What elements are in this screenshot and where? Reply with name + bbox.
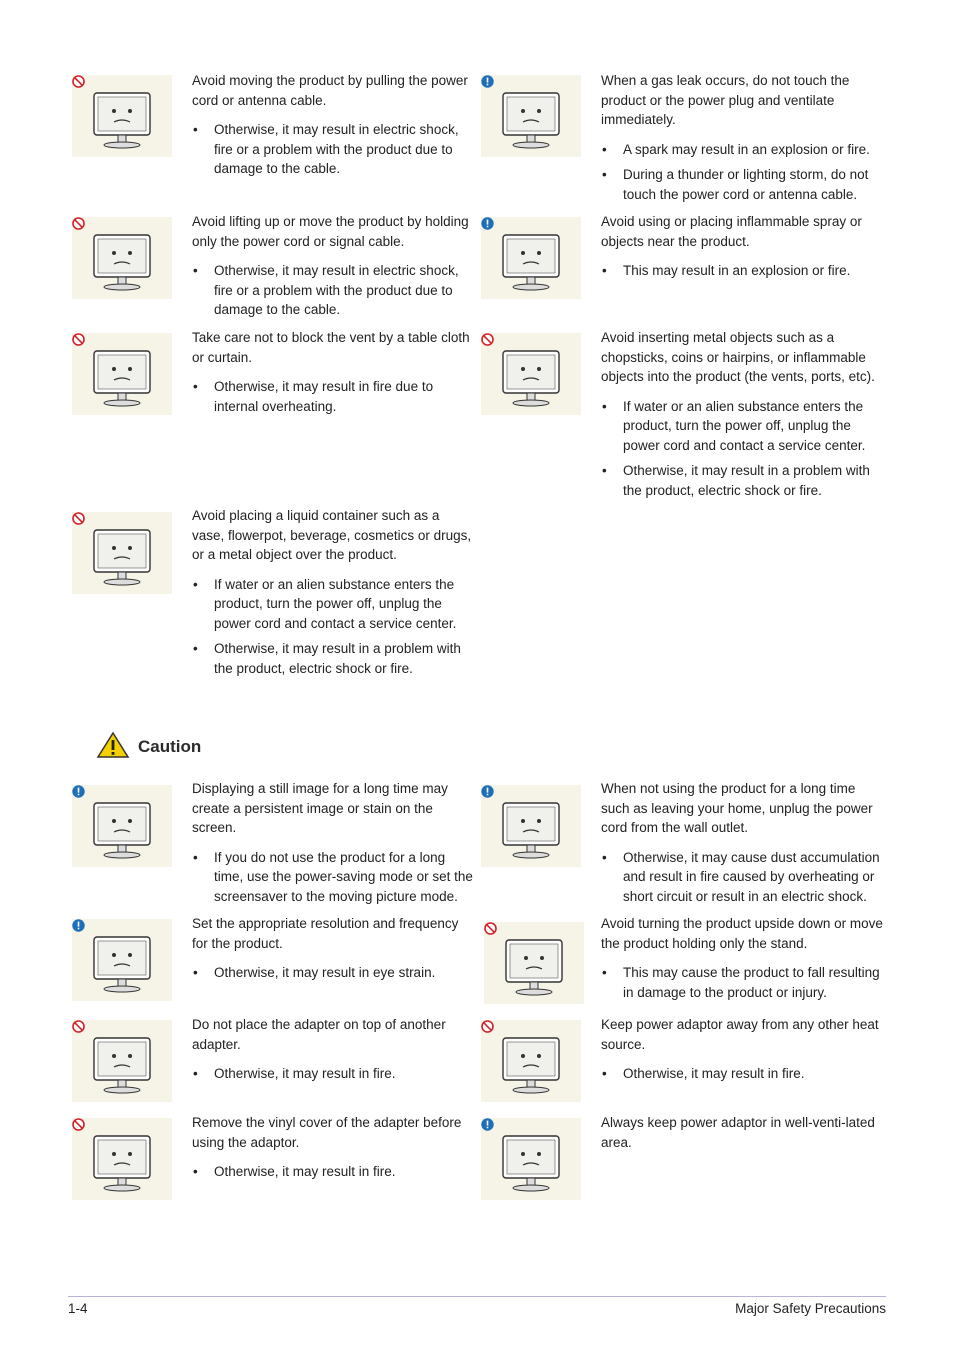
precaution-text xyxy=(601,71,886,210)
consequence-item: • Otherwise, it may result in a problem with the product, electric shock or fire. xyxy=(601,461,886,500)
precaution-text xyxy=(192,212,474,326)
consequence-list xyxy=(601,261,886,281)
consequence-item: • If water or an alien substance enters the product, turn the power off, unplug the power cord and contact a service center. xyxy=(601,397,886,456)
info-icon xyxy=(481,75,494,88)
consequence-list xyxy=(192,963,474,983)
precaution-statement: Avoid moving the product by pulling the power cord or antenna cable. xyxy=(192,73,468,108)
precaution-text xyxy=(192,1113,474,1188)
illustration xyxy=(481,1118,581,1200)
precaution-statement: When not using the product for a long time such as leaving your home, unplug the power cord from the wall outlet. xyxy=(601,781,873,835)
precaution-statement: Always keep power adaptor in well-venti-lated area. xyxy=(601,1115,875,1150)
consequence-list xyxy=(192,261,474,320)
illustration xyxy=(481,785,581,867)
consequence-item: • Otherwise, it may result in fire due to internal overheating. xyxy=(192,377,474,416)
precaution-statement: Avoid placing a liquid container such as a vase, flowerpot, beverage, cosmetics or drugs, or a metal object over the product. xyxy=(192,508,472,562)
consequence-item: • This may result in an explosion or fire. xyxy=(601,261,886,281)
monitor-illustration-icon xyxy=(484,922,584,1004)
monitor-illustration-icon xyxy=(72,512,172,594)
consequence-item: • Otherwise, it may result in eye strain. xyxy=(192,963,474,983)
precaution-text xyxy=(192,506,474,684)
illustration xyxy=(72,75,172,157)
consequence-item: • Otherwise, it may cause dust accumulation and result in fire caused by overheating or short circuit or result in an electric shock. xyxy=(601,848,886,907)
monitor-illustration-icon xyxy=(72,785,172,867)
precaution-statement: Avoid lifting up or move the product by holding only the power cord or signal cable. xyxy=(192,214,469,249)
precaution-text xyxy=(601,914,886,1008)
consequence-list xyxy=(192,575,474,679)
consequence-item: • This may cause the product to fall resulting in damage to the product or injury. xyxy=(601,963,886,1002)
consequence-item: • If water or an alien substance enters the product, turn the power off, unplug the power cord and contact a service center. xyxy=(192,575,474,634)
precaution-statement: Avoid inserting metal objects such as a chopsticks, coins or hairpins, or inflammable objects into the product (the vents, ports, etc). xyxy=(601,330,875,384)
consequence-item: • Otherwise, it may result in a problem with the product, electric shock or fire. xyxy=(192,639,474,678)
consequence-list xyxy=(192,1162,474,1182)
precaution-statement: Set the appropriate resolution and frequency for the product. xyxy=(192,916,459,951)
illustration xyxy=(481,1020,581,1102)
precaution-statement: Remove the vinyl cover of the adapter before using the adaptor. xyxy=(192,1115,462,1150)
consequence-item: • Otherwise, it may result in electric shock, fire or a problem with the product due to damage to the cable. xyxy=(192,120,474,179)
monitor-illustration-icon xyxy=(481,785,581,867)
precaution-text xyxy=(192,328,474,422)
precaution-text xyxy=(192,914,474,989)
illustration xyxy=(72,785,172,867)
precaution-text xyxy=(192,71,474,185)
illustration xyxy=(72,1020,172,1102)
monitor-illustration-icon xyxy=(72,75,172,157)
consequence-list xyxy=(601,848,886,907)
illustration xyxy=(484,922,584,1004)
section-title: Major Safety Precautions xyxy=(735,1301,886,1316)
consequence-item: • Otherwise, it may result in fire. xyxy=(601,1064,886,1084)
consequence-list xyxy=(601,397,886,501)
monitor-illustration-icon xyxy=(72,217,172,299)
precaution-statement: Avoid using or placing inflammable spray or objects near the product. xyxy=(601,214,862,249)
consequence-list xyxy=(192,1064,474,1084)
precaution-statement: Avoid turning the product upside down or move the product holding only the stand. xyxy=(601,916,883,951)
prohibited-icon xyxy=(72,512,85,525)
precaution-text xyxy=(601,779,886,912)
consequence-item: • Otherwise, it may result in fire. xyxy=(192,1064,474,1084)
illustration xyxy=(481,75,581,157)
monitor-illustration-icon xyxy=(481,1118,581,1200)
consequence-item: • Otherwise, it may result in fire. xyxy=(192,1162,474,1182)
monitor-illustration-icon xyxy=(72,1118,172,1200)
precaution-statement: Take care not to block the vent by a table cloth or curtain. xyxy=(192,330,470,365)
monitor-illustration-icon xyxy=(481,333,581,415)
consequence-item: • A spark may result in an explosion or fire. xyxy=(601,140,886,160)
illustration xyxy=(72,333,172,415)
prohibited-icon xyxy=(484,922,497,935)
consequence-item: • Otherwise, it may result in electric shock, fire or a problem with the product due to damage to the cable. xyxy=(192,261,474,320)
monitor-illustration-icon xyxy=(72,1020,172,1102)
consequence-list xyxy=(192,848,474,907)
monitor-illustration-icon xyxy=(481,75,581,157)
illustration xyxy=(72,217,172,299)
precaution-text xyxy=(192,1015,474,1090)
illustration xyxy=(72,1118,172,1200)
footer-rule xyxy=(68,1296,886,1297)
consequence-item: • If you do not use the product for a long time, use the power-saving mode or set the screensaver to the moving picture mode. xyxy=(192,848,474,907)
illustration xyxy=(481,333,581,415)
precaution-statement: Displaying a still image for a long time may create a persistent image or stain on the screen. xyxy=(192,781,448,835)
consequence-list xyxy=(601,140,886,205)
prohibited-icon xyxy=(72,1118,85,1131)
consequence-list xyxy=(601,1064,886,1084)
caution-title: Caution xyxy=(138,737,202,756)
precaution-text xyxy=(601,1015,886,1090)
consequence-list xyxy=(192,377,474,416)
prohibited-icon xyxy=(72,1020,85,1033)
consequence-item: • During a thunder or lighting storm, do not touch the power cord or antenna cable. xyxy=(601,165,886,204)
info-icon xyxy=(481,1118,494,1131)
precaution-text xyxy=(601,1113,886,1162)
prohibited-icon xyxy=(72,333,85,346)
info-icon xyxy=(72,785,85,798)
monitor-illustration-icon xyxy=(481,217,581,299)
precaution-text xyxy=(601,212,886,287)
monitor-illustration-icon xyxy=(481,1020,581,1102)
prohibited-icon xyxy=(72,217,85,230)
illustration xyxy=(481,217,581,299)
prohibited-icon xyxy=(72,75,85,88)
illustration xyxy=(72,512,172,594)
page-number: 1-4 xyxy=(68,1301,88,1316)
info-icon xyxy=(72,919,85,932)
precaution-statement: When a gas leak occurs, do not touch the product or the power plug and ventilate immediately. xyxy=(601,73,850,127)
monitor-illustration-icon xyxy=(72,333,172,415)
illustration xyxy=(72,919,172,1001)
precaution-text xyxy=(192,779,474,912)
consequence-list xyxy=(192,120,474,179)
consequence-list xyxy=(601,963,886,1002)
precaution-statement: Keep power adaptor away from any other heat source. xyxy=(601,1017,879,1052)
info-icon xyxy=(481,217,494,230)
prohibited-icon xyxy=(481,1020,494,1033)
prohibited-icon xyxy=(481,333,494,346)
warning-triangle-icon xyxy=(96,731,130,759)
caution-heading xyxy=(96,731,202,759)
precaution-text xyxy=(601,328,886,506)
precaution-statement: Do not place the adapter on top of another adapter. xyxy=(192,1017,446,1052)
monitor-illustration-icon xyxy=(72,919,172,1001)
info-icon xyxy=(481,785,494,798)
